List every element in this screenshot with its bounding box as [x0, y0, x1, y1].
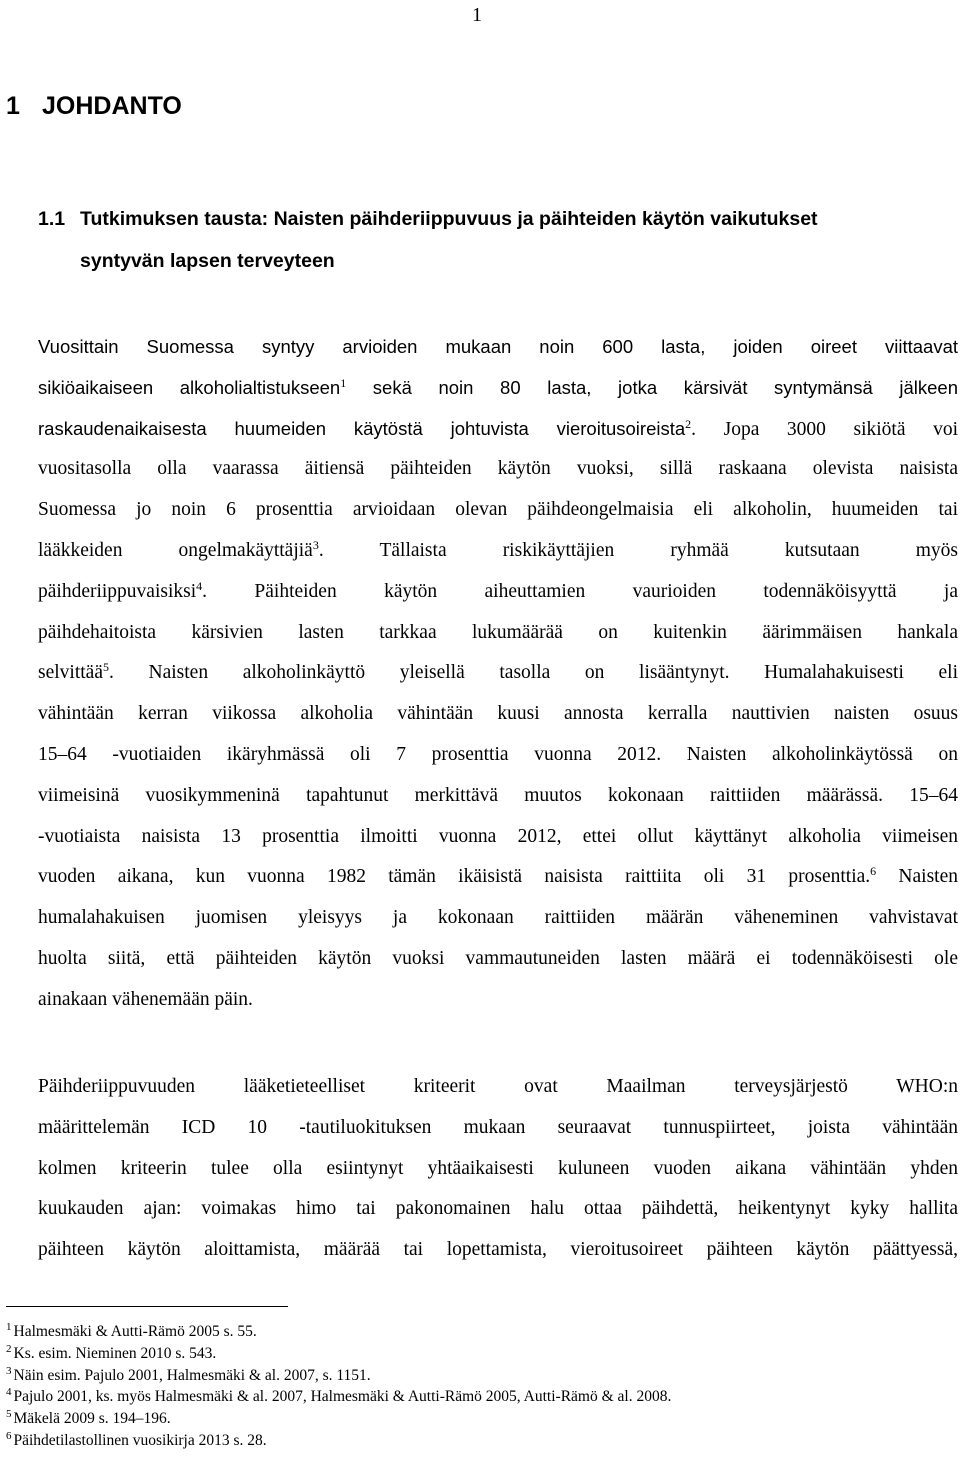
footnote [6, 1386, 671, 1408]
text-line: Päihderiippuvuuden lääketieteelliset kriteerit ovat Maailman terveysjärjestö WHO:n [38, 1076, 958, 1097]
text-line: päihderiippuvaisiksi$^4$. Päihteiden käytön aiheuttamien vaurioiden todennäköisyyttä ja [38, 578, 958, 602]
text-line: vähintään kerran viikossa alkoholia vähintään kuusi annosta kerralla nauttivien naisten osuus [38, 703, 958, 725]
footnote-number: 4 [6, 1386, 12, 1399]
chapter-number: 1 [6, 92, 20, 120]
footnote-number: 5 [6, 1408, 12, 1421]
footnote-number: 2 [6, 1342, 12, 1355]
text-line: kolmen kriteerin tulee olla esiintynyt yhtäaikaisesti kuluneen vuoden aikana vähintään yhden [38, 1157, 958, 1179]
paragraph-2 [38, 1067, 958, 1271]
text-line: vuoden aikana, kun vuonna 1982 tämän ikäisistä naisista raittiita oli 31 prosenttia.$^6$ Naisten [38, 864, 958, 888]
footnote-number: 1 [6, 1321, 12, 1333]
section-heading [38, 198, 938, 282]
footnote-text: Ks. esim. Nieminen 2010 s. 543. [13, 1344, 217, 1362]
footnote [6, 1408, 671, 1430]
footnote-number: 6 [6, 1429, 12, 1442]
page-number: 1 [472, 4, 482, 26]
footnote-separator [6, 1306, 288, 1307]
text-line: päihdehaitoista kärsivien lasten tarkkaa lukumäärää on kuitenkin äärimmäisen hankala [38, 621, 958, 643]
text-line: vuositasolla olla vaarassa äitiensä päihteiden käytön vuoksi, sillä raskaana olevista naisista [38, 458, 958, 480]
text-line: -vuotiaista naisista 13 prosenttia ilmoitti vuonna 2012, ettei ollut käyttänyt alkoholia viimeisen [38, 825, 958, 847]
text-line: päihteen käytön aloittamista, määrää tai lopettamista, vieroitusoireet päihteen käytön päättyessä, [38, 1239, 958, 1261]
paragraph-1 [38, 327, 958, 1021]
text-line: 15–64 -vuotiaiden ikäryhmässä oli 7 prosenttia vuonna 2012. Naisten alkoholinkäytössä on [38, 743, 958, 765]
text-line: ainakaan vähenemään päin. [38, 988, 253, 1010]
text-line: Suomessa jo noin 6 prosenttia arvioidaan olevan päihdeongelmaisia eli alkoholin, huumeiden tai [38, 499, 958, 521]
footnote-ref: 2 [685, 416, 692, 431]
text-line: Vuosittain Suomessa syntyy arvioiden mukaan noin 600 lasta, joiden oireet viittaavat [38, 336, 958, 357]
text-line: lääkkeiden ongelmakäyttäjiä$^3$. Tällaista riskikäyttäjien ryhmää kutsutaan myös [38, 537, 958, 561]
footnote [6, 1365, 671, 1387]
footnote-text: Päihdetilastollinen vuosikirja 2013 s. 28. [13, 1431, 267, 1449]
footnote-text: Mäkelä 2009 s. 194–196. [13, 1410, 171, 1428]
footnote [6, 1343, 671, 1365]
footnote-ref: 3 [312, 537, 319, 552]
text-line: määrittelemän ICD 10 -tautiluokituksen mukaan seuraavat tunnuspiirteet, joista vähintään [38, 1116, 958, 1138]
chapter-title: JOHDANTO [42, 92, 182, 120]
section-title-line1: Tutkimuksen tausta: Naisten päihderiippuvuus ja päihteiden käytön vaikutukset [80, 208, 818, 230]
text-line: viimeisinä vuosikymmeninä tapahtunut merkittävä muutos kokonaan raittiiden määrässä. 15–64 [38, 784, 958, 806]
footnote-ref: 5 [102, 660, 109, 675]
footnote-ref: 4 [196, 578, 203, 593]
footnotes [6, 1321, 671, 1452]
text-line: sikiöaikaiseen alkoholialtistukseen$^1$ sekä noin 80 lasta, jotka kärsivät syntymänsä jälkeen [38, 375, 958, 398]
footnote-ref: 6 [870, 864, 877, 879]
footnote-number: 3 [6, 1364, 12, 1377]
text-line: selvittää$^5$. Naisten alkoholinkäyttö yleisellä tasolla on lisääntynyt. Humalahakuisesti eli [38, 660, 958, 684]
text-line: kuukauden ajan: voimakas himo tai pakonomainen halu ottaa päihdettä, heikentynyt kyky hallita [38, 1198, 958, 1220]
footnote [6, 1321, 671, 1343]
footnote-text: Pajulo 2001, ks. myös Halmesmäki & al. 2007, Halmesmäki & Autti-Rämö 2005, Autti-Rämö & al. 2008. [13, 1388, 672, 1406]
text-line: raskaudenaikaisesta huumeiden käytöstä johtuvista vieroitusoireista$^2$. Jopa 3000 sikiötä voi [38, 416, 958, 440]
footnote-ref: 1 [340, 375, 347, 390]
section-title-line2: syntyvän lapsen terveyteen [80, 250, 335, 272]
section-number: 1.1 [38, 208, 66, 230]
text-line: humalahakuisen juomisen yleisyys ja kokonaan raittiiden määrän väheneminen vahvistavat [38, 907, 958, 929]
footnote [6, 1430, 671, 1452]
text-line: huolta siitä, että päihteiden käytön vuoksi vammautuneiden lasten määrä ei todennäköisesti ole [38, 947, 958, 969]
footnote-text: Halmesmäki & Autti-Rämö 2005 s. 55. [13, 1323, 257, 1340]
footnote-text: Näin esim. Pajulo 2001, Halmesmäki & al. 2007, s. 1151. [13, 1366, 371, 1384]
chapter-heading [6, 92, 182, 121]
